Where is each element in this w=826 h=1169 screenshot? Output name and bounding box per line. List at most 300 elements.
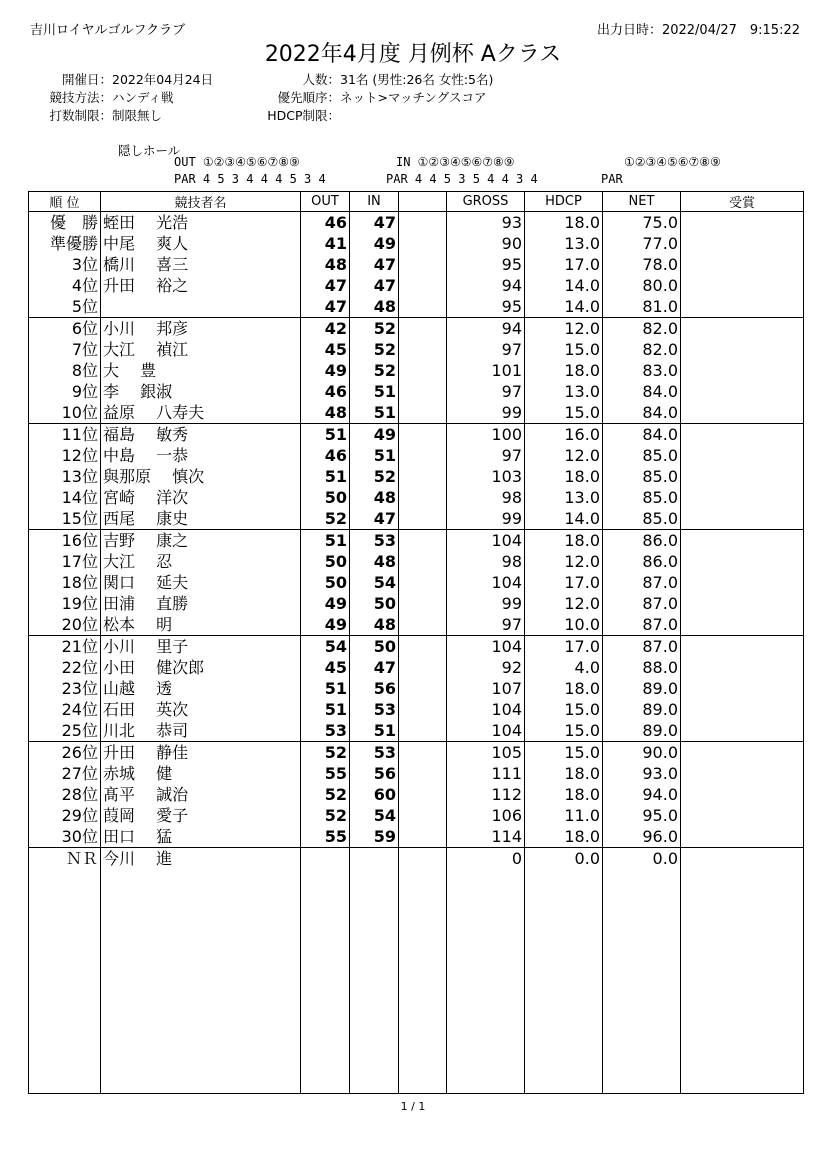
award-cell bbox=[681, 805, 804, 826]
net-cell: 81.0 bbox=[603, 296, 681, 318]
net-cell: 87.0 bbox=[603, 614, 681, 636]
extra-hidden-holes: ①②③④⑤⑥⑦⑧⑨ bbox=[624, 155, 721, 169]
net-cell: 89.0 bbox=[603, 678, 681, 699]
hdcp-cell: 14.0 bbox=[525, 275, 603, 296]
header-rank: 順 位 bbox=[29, 192, 101, 212]
net-cell: 87.0 bbox=[603, 636, 681, 658]
header-out: OUT bbox=[301, 192, 350, 212]
stroke-limit: 制限無し bbox=[112, 108, 163, 123]
in-score-cell: 54 bbox=[350, 572, 399, 593]
net-cell: 85.0 bbox=[603, 466, 681, 487]
empty-cell bbox=[350, 869, 399, 1094]
gross-cell: 93 bbox=[447, 212, 525, 234]
net-cell: 85.0 bbox=[603, 508, 681, 530]
gross-cell: 104 bbox=[447, 720, 525, 742]
rank-cell: 7位 bbox=[29, 339, 101, 360]
hdcp-cell: 18.0 bbox=[525, 530, 603, 552]
award-cell bbox=[681, 678, 804, 699]
gross-cell: 94 bbox=[447, 318, 525, 340]
out-score-cell: 49 bbox=[301, 360, 350, 381]
rank-cell: 22位 bbox=[29, 657, 101, 678]
out-score-cell bbox=[301, 848, 350, 870]
rank-cell: 19位 bbox=[29, 593, 101, 614]
rank-cell: 25位 bbox=[29, 720, 101, 742]
award-cell bbox=[681, 593, 804, 614]
rank-cell: 16位 bbox=[29, 530, 101, 552]
player-name-cell: 中尾 爽人 bbox=[101, 233, 301, 254]
in-score-cell: 54 bbox=[350, 805, 399, 826]
player-name-cell: 大江 忍 bbox=[101, 551, 301, 572]
gross-cell: 99 bbox=[447, 593, 525, 614]
in-hidden-holes: IN ①②③④⑤⑥⑦⑧⑨ bbox=[396, 155, 515, 169]
out-score-cell: 55 bbox=[301, 826, 350, 848]
net-cell: 78.0 bbox=[603, 254, 681, 275]
rank-cell: 13位 bbox=[29, 466, 101, 487]
gross-cell: 90 bbox=[447, 233, 525, 254]
table-row bbox=[29, 381, 804, 402]
hdcp-cell: 17.0 bbox=[525, 254, 603, 275]
out-score-cell: 50 bbox=[301, 487, 350, 508]
award-cell bbox=[681, 848, 804, 870]
award-cell bbox=[681, 402, 804, 424]
table-row bbox=[29, 678, 804, 699]
gross-cell: 97 bbox=[447, 445, 525, 466]
out-score-cell: 41 bbox=[301, 233, 350, 254]
award-cell bbox=[681, 508, 804, 530]
net-cell: 84.0 bbox=[603, 381, 681, 402]
empty-cell bbox=[681, 869, 804, 1094]
rank-cell: 27位 bbox=[29, 763, 101, 784]
award-cell bbox=[681, 763, 804, 784]
blank-cell bbox=[399, 296, 447, 318]
blank-cell bbox=[399, 614, 447, 636]
gross-cell: 107 bbox=[447, 678, 525, 699]
gross-cell: 104 bbox=[447, 572, 525, 593]
hidden-holes-label: 隠しホール bbox=[118, 143, 181, 158]
table-row bbox=[29, 572, 804, 593]
out-score-cell: 45 bbox=[301, 339, 350, 360]
out-score-cell: 49 bbox=[301, 614, 350, 636]
hdcp-cell: 17.0 bbox=[525, 572, 603, 593]
gross-cell: 101 bbox=[447, 360, 525, 381]
out-score-cell: 45 bbox=[301, 657, 350, 678]
rank-cell: 20位 bbox=[29, 614, 101, 636]
gross-cell: 100 bbox=[447, 424, 525, 446]
gross-cell: 112 bbox=[447, 784, 525, 805]
gross-cell: 0 bbox=[447, 848, 525, 870]
hdcp-cell: 12.0 bbox=[525, 445, 603, 466]
net-cell: 80.0 bbox=[603, 275, 681, 296]
in-score-cell: 53 bbox=[350, 699, 399, 720]
table-row bbox=[29, 233, 804, 254]
blank-cell bbox=[399, 318, 447, 340]
player-name-cell: 大江 禎江 bbox=[101, 339, 301, 360]
table-row bbox=[29, 318, 804, 340]
hdcp-cell: 18.0 bbox=[525, 763, 603, 784]
in-score-cell: 48 bbox=[350, 614, 399, 636]
rank-cell: 9位 bbox=[29, 381, 101, 402]
player-name-cell: 田口 猛 bbox=[101, 826, 301, 848]
count-label: 人数： bbox=[302, 72, 340, 87]
blank-cell bbox=[399, 763, 447, 784]
player-name-cell: 大 豊 bbox=[101, 360, 301, 381]
extra-par: PAR bbox=[601, 172, 623, 186]
hdcp-cell: 15.0 bbox=[525, 720, 603, 742]
net-cell: 77.0 bbox=[603, 233, 681, 254]
gross-cell: 97 bbox=[447, 614, 525, 636]
in-score-cell: 48 bbox=[350, 551, 399, 572]
out-score-cell: 50 bbox=[301, 572, 350, 593]
table-row bbox=[29, 402, 804, 424]
rank-cell: 6位 bbox=[29, 318, 101, 340]
out-score-cell: 51 bbox=[301, 466, 350, 487]
blank-cell bbox=[399, 339, 447, 360]
blank-cell bbox=[399, 508, 447, 530]
blank-cell bbox=[399, 530, 447, 552]
table-row bbox=[29, 742, 804, 764]
award-cell bbox=[681, 275, 804, 296]
rank-cell: 30位 bbox=[29, 826, 101, 848]
gross-cell: 97 bbox=[447, 339, 525, 360]
rank-cell: 8位 bbox=[29, 360, 101, 381]
out-score-cell: 51 bbox=[301, 699, 350, 720]
gross-cell: 103 bbox=[447, 466, 525, 487]
award-cell bbox=[681, 318, 804, 340]
table-row bbox=[29, 551, 804, 572]
table-row bbox=[29, 445, 804, 466]
hdcp-cell: 14.0 bbox=[525, 508, 603, 530]
net-cell: 95.0 bbox=[603, 805, 681, 826]
hdcp-cell: 18.0 bbox=[525, 826, 603, 848]
in-score-cell: 52 bbox=[350, 360, 399, 381]
award-cell bbox=[681, 784, 804, 805]
gross-cell: 95 bbox=[447, 296, 525, 318]
award-cell bbox=[681, 445, 804, 466]
blank-cell bbox=[399, 275, 447, 296]
hdcp-cell: 15.0 bbox=[525, 742, 603, 764]
page-title: 2022年4月度 月例杯 Aクラス bbox=[264, 42, 562, 67]
out-score-cell: 47 bbox=[301, 296, 350, 318]
in-score-cell: 50 bbox=[350, 636, 399, 658]
rank-cell: 3位 bbox=[29, 254, 101, 275]
out-score-cell: 48 bbox=[301, 254, 350, 275]
in-score-cell: 50 bbox=[350, 593, 399, 614]
blank-cell bbox=[399, 424, 447, 446]
table-row bbox=[29, 784, 804, 805]
gross-cell: 95 bbox=[447, 254, 525, 275]
rank-cell: 準優勝 bbox=[29, 233, 101, 254]
player-name-cell: 松本 明 bbox=[101, 614, 301, 636]
gross-cell: 104 bbox=[447, 530, 525, 552]
rank-cell: 14位 bbox=[29, 487, 101, 508]
empty-cell bbox=[525, 869, 603, 1094]
award-cell bbox=[681, 296, 804, 318]
net-cell: 90.0 bbox=[603, 742, 681, 764]
table-header bbox=[29, 192, 804, 212]
rank-cell: 優 勝 bbox=[29, 212, 101, 234]
award-cell bbox=[681, 360, 804, 381]
in-score-cell: 47 bbox=[350, 508, 399, 530]
blank-cell bbox=[399, 699, 447, 720]
table-row bbox=[29, 636, 804, 658]
table-row bbox=[29, 720, 804, 742]
out-score-cell: 50 bbox=[301, 551, 350, 572]
out-score-cell: 51 bbox=[301, 678, 350, 699]
hdcp-cell: 18.0 bbox=[525, 784, 603, 805]
net-cell: 82.0 bbox=[603, 339, 681, 360]
in-score-cell bbox=[350, 848, 399, 870]
gross-cell: 97 bbox=[447, 381, 525, 402]
table-row bbox=[29, 805, 804, 826]
table-row bbox=[29, 614, 804, 636]
table-row bbox=[29, 339, 804, 360]
empty-cell bbox=[603, 869, 681, 1094]
rank-cell: 28位 bbox=[29, 784, 101, 805]
table-row bbox=[29, 275, 804, 296]
event-date: 2022年04月24日 bbox=[112, 72, 214, 87]
out-score-cell: 54 bbox=[301, 636, 350, 658]
in-score-cell: 51 bbox=[350, 402, 399, 424]
net-cell: 0.0 bbox=[603, 848, 681, 870]
player-name-cell: 葭岡 愛子 bbox=[101, 805, 301, 826]
award-cell bbox=[681, 212, 804, 234]
net-cell: 85.0 bbox=[603, 487, 681, 508]
player-name-cell: 小川 邦彦 bbox=[101, 318, 301, 340]
in-score-cell: 53 bbox=[350, 742, 399, 764]
player-name-cell: 益原 八寿夫 bbox=[101, 402, 301, 424]
blank-cell bbox=[399, 657, 447, 678]
out-score-cell: 51 bbox=[301, 530, 350, 552]
table-row bbox=[29, 763, 804, 784]
table-empty-space bbox=[29, 869, 804, 1094]
net-cell: 83.0 bbox=[603, 360, 681, 381]
rank-cell: 4位 bbox=[29, 275, 101, 296]
gross-cell: 99 bbox=[447, 402, 525, 424]
event-method: ハンディ戦 bbox=[112, 90, 174, 105]
in-par: PAR 4 4 5 3 5 4 4 3 4 bbox=[386, 172, 538, 186]
priority-label: 優先順序： bbox=[277, 90, 340, 105]
in-score-cell: 49 bbox=[350, 424, 399, 446]
net-cell: 96.0 bbox=[603, 826, 681, 848]
award-cell bbox=[681, 636, 804, 658]
out-score-cell: 52 bbox=[301, 508, 350, 530]
player-name-cell: 関口 延夫 bbox=[101, 572, 301, 593]
hdcp-cell: 13.0 bbox=[525, 381, 603, 402]
player-name-cell: 小川 里子 bbox=[101, 636, 301, 658]
net-cell: 82.0 bbox=[603, 318, 681, 340]
in-score-cell: 47 bbox=[350, 657, 399, 678]
player-name-cell: 小田 健次郎 bbox=[101, 657, 301, 678]
hdcp-cell: 0.0 bbox=[525, 848, 603, 870]
out-score-cell: 52 bbox=[301, 742, 350, 764]
in-score-cell: 53 bbox=[350, 530, 399, 552]
hdcp-cell: 18.0 bbox=[525, 212, 603, 234]
gross-cell: 92 bbox=[447, 657, 525, 678]
player-name-cell: 川北 恭司 bbox=[101, 720, 301, 742]
award-cell bbox=[681, 551, 804, 572]
out-score-cell: 49 bbox=[301, 593, 350, 614]
event-info-left bbox=[30, 70, 213, 124]
hdcp-limit-label: HDCP制限： bbox=[267, 108, 340, 123]
net-cell: 89.0 bbox=[603, 720, 681, 742]
table-row bbox=[29, 508, 804, 530]
header-award: 受賞 bbox=[681, 192, 804, 212]
hdcp-cell: 11.0 bbox=[525, 805, 603, 826]
in-score-cell: 47 bbox=[350, 212, 399, 234]
out-score-cell: 46 bbox=[301, 445, 350, 466]
player-name-cell: 西尾 康史 bbox=[101, 508, 301, 530]
hdcp-cell: 12.0 bbox=[525, 551, 603, 572]
out-score-cell: 52 bbox=[301, 784, 350, 805]
rank-cell: 15位 bbox=[29, 508, 101, 530]
player-name-cell: 橋川 喜三 bbox=[101, 254, 301, 275]
table-row bbox=[29, 826, 804, 848]
player-name-cell: 升田 静佳 bbox=[101, 742, 301, 764]
table-row bbox=[29, 593, 804, 614]
gross-cell: 94 bbox=[447, 275, 525, 296]
blank-cell bbox=[399, 678, 447, 699]
gross-cell: 98 bbox=[447, 551, 525, 572]
table-row bbox=[29, 360, 804, 381]
blank-cell bbox=[399, 402, 447, 424]
empty-cell bbox=[301, 869, 350, 1094]
net-cell: 85.0 bbox=[603, 445, 681, 466]
hdcp-cell: 13.0 bbox=[525, 233, 603, 254]
award-cell bbox=[681, 339, 804, 360]
player-name-cell: 升田 裕之 bbox=[101, 275, 301, 296]
net-cell: 86.0 bbox=[603, 551, 681, 572]
in-score-cell: 48 bbox=[350, 487, 399, 508]
rank-cell: 26位 bbox=[29, 742, 101, 764]
hdcp-cell: 12.0 bbox=[525, 318, 603, 340]
blank-cell bbox=[399, 466, 447, 487]
in-score-cell: 47 bbox=[350, 254, 399, 275]
table-row bbox=[29, 848, 804, 870]
table-row bbox=[29, 254, 804, 275]
header-hdcp: HDCP bbox=[525, 192, 603, 212]
in-score-cell: 59 bbox=[350, 826, 399, 848]
results-table bbox=[28, 191, 804, 1094]
page-number: 1 / 1 bbox=[400, 1100, 426, 1113]
net-cell: 84.0 bbox=[603, 424, 681, 446]
header-blank bbox=[399, 192, 447, 212]
hdcp-cell: 13.0 bbox=[525, 487, 603, 508]
blank-cell bbox=[399, 551, 447, 572]
blank-cell bbox=[399, 360, 447, 381]
hdcp-cell: 15.0 bbox=[525, 339, 603, 360]
player-name-cell: 石田 英次 bbox=[101, 699, 301, 720]
award-cell bbox=[681, 572, 804, 593]
blank-cell bbox=[399, 784, 447, 805]
net-cell: 93.0 bbox=[603, 763, 681, 784]
net-cell: 75.0 bbox=[603, 212, 681, 234]
hdcp-cell: 10.0 bbox=[525, 614, 603, 636]
gross-cell: 105 bbox=[447, 742, 525, 764]
gross-cell: 111 bbox=[447, 763, 525, 784]
rank-cell: 21位 bbox=[29, 636, 101, 658]
blank-cell bbox=[399, 233, 447, 254]
method-label: 競技方法： bbox=[49, 90, 112, 105]
award-cell bbox=[681, 826, 804, 848]
award-cell bbox=[681, 720, 804, 742]
blank-cell bbox=[399, 381, 447, 402]
player-name-cell: 髙平 誠治 bbox=[101, 784, 301, 805]
hdcp-cell: 16.0 bbox=[525, 424, 603, 446]
rank-cell: 23位 bbox=[29, 678, 101, 699]
strokes-label: 打数制限： bbox=[49, 108, 112, 123]
award-cell bbox=[681, 466, 804, 487]
award-cell bbox=[681, 424, 804, 446]
award-cell bbox=[681, 699, 804, 720]
rank-cell: ＮＲ bbox=[29, 848, 101, 870]
net-cell: 86.0 bbox=[603, 530, 681, 552]
in-score-cell: 51 bbox=[350, 381, 399, 402]
player-name-cell: 赤城 健 bbox=[101, 763, 301, 784]
hdcp-cell: 17.0 bbox=[525, 636, 603, 658]
award-cell bbox=[681, 530, 804, 552]
in-score-cell: 52 bbox=[350, 318, 399, 340]
out-score-cell: 46 bbox=[301, 381, 350, 402]
net-cell: 87.0 bbox=[603, 593, 681, 614]
table-row bbox=[29, 424, 804, 446]
in-score-cell: 52 bbox=[350, 466, 399, 487]
participant-count: 31名 (男性:26名 女性:5名) bbox=[340, 72, 494, 87]
empty-cell bbox=[101, 869, 301, 1094]
in-score-cell: 49 bbox=[350, 233, 399, 254]
hdcp-cell: 15.0 bbox=[525, 402, 603, 424]
award-cell bbox=[681, 381, 804, 402]
event-info-right bbox=[252, 70, 493, 124]
award-cell bbox=[681, 487, 804, 508]
blank-cell bbox=[399, 848, 447, 870]
player-name-cell: 與那原 慎次 bbox=[101, 466, 301, 487]
empty-cell bbox=[399, 869, 447, 1094]
award-cell bbox=[681, 254, 804, 275]
out-score-cell: 48 bbox=[301, 402, 350, 424]
in-score-cell: 47 bbox=[350, 275, 399, 296]
table-row bbox=[29, 296, 804, 318]
net-cell: 88.0 bbox=[603, 657, 681, 678]
table-row bbox=[29, 212, 804, 234]
gross-cell: 106 bbox=[447, 805, 525, 826]
out-score-cell: 53 bbox=[301, 720, 350, 742]
net-cell: 87.0 bbox=[603, 572, 681, 593]
hdcp-cell: 15.0 bbox=[525, 699, 603, 720]
rank-cell: 29位 bbox=[29, 805, 101, 826]
rank-cell: 10位 bbox=[29, 402, 101, 424]
gross-cell: 104 bbox=[447, 636, 525, 658]
out-score-cell: 47 bbox=[301, 275, 350, 296]
net-cell: 94.0 bbox=[603, 784, 681, 805]
gross-cell: 104 bbox=[447, 699, 525, 720]
award-cell bbox=[681, 657, 804, 678]
player-name-cell: 福島 敏秀 bbox=[101, 424, 301, 446]
in-score-cell: 51 bbox=[350, 445, 399, 466]
blank-cell bbox=[399, 445, 447, 466]
gross-cell: 114 bbox=[447, 826, 525, 848]
net-cell: 89.0 bbox=[603, 699, 681, 720]
in-score-cell: 51 bbox=[350, 720, 399, 742]
club-name: 吉川ロイヤルゴルフクラブ bbox=[30, 23, 186, 38]
player-name-cell: 田浦 直勝 bbox=[101, 593, 301, 614]
gross-cell: 99 bbox=[447, 508, 525, 530]
hdcp-cell: 18.0 bbox=[525, 360, 603, 381]
table-row bbox=[29, 487, 804, 508]
award-cell bbox=[681, 233, 804, 254]
date-label: 開催日： bbox=[61, 72, 112, 87]
header-net: NET bbox=[603, 192, 681, 212]
table-row bbox=[29, 699, 804, 720]
